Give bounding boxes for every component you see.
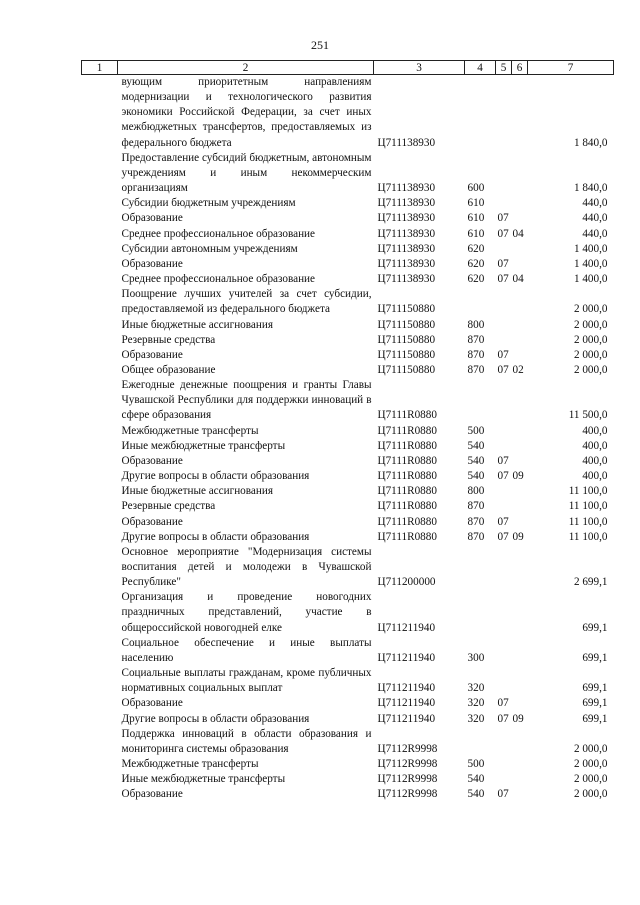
expense-type-code: 870	[467, 500, 485, 513]
subsection-code	[512, 757, 528, 772]
subsection-code	[512, 787, 528, 802]
item-name: Субсидии бюджетным учреждениям	[121, 197, 296, 210]
subsection-code	[512, 242, 528, 257]
row-number-cell	[82, 75, 118, 151]
section-code: 07	[497, 712, 509, 725]
amount: 2 000,0	[573, 318, 608, 331]
item-name: Межбюджетные трансферты	[121, 758, 259, 771]
subsection-code	[512, 318, 528, 333]
row-number-cell	[82, 363, 118, 378]
section-code	[496, 499, 512, 514]
row-number-cell	[82, 211, 118, 226]
column-header-1: 1	[82, 61, 118, 75]
amount: 400,0	[582, 439, 608, 452]
column-header-7: 7	[528, 61, 614, 75]
subsection-code	[512, 151, 528, 196]
row-number-cell	[82, 333, 118, 348]
target-code: Ц711138930	[377, 242, 436, 255]
subsection-code	[512, 545, 528, 590]
expense-type-code: 620	[467, 242, 485, 255]
target-code: Ц711138930	[377, 212, 436, 225]
section-code	[496, 333, 512, 348]
section-code: 07	[497, 227, 509, 240]
target-code: Ц711138930	[377, 273, 436, 286]
row-number-cell	[82, 348, 118, 363]
column-header-5: 5	[496, 61, 512, 75]
row-number-cell	[82, 287, 118, 317]
table-row	[82, 348, 614, 363]
table-row	[82, 712, 614, 727]
column-header-2: 2	[118, 61, 374, 75]
expense-type-code: 320	[467, 697, 485, 710]
section-code: 07	[497, 530, 509, 543]
subsection-code	[512, 75, 528, 151]
section-code: 07	[497, 697, 509, 710]
table-row	[82, 257, 614, 272]
subsection-code: 04	[512, 273, 524, 286]
target-code: Ц7111R0880	[377, 500, 437, 513]
row-number-cell	[82, 772, 118, 787]
target-code: Ц711138930	[377, 136, 436, 149]
target-code: Ц711211940	[377, 712, 436, 725]
target-code: Ц7112R9998	[377, 758, 438, 771]
item-name: Иные межбюджетные трансферты	[121, 439, 286, 452]
table-row	[82, 439, 614, 454]
table-row	[82, 590, 614, 635]
expense-type-code: 320	[467, 712, 485, 725]
table-row	[82, 227, 614, 242]
subsection-code	[512, 257, 528, 272]
budget-table	[81, 60, 614, 803]
amount: 400,0	[582, 424, 608, 437]
section-code	[496, 757, 512, 772]
header-row	[82, 61, 614, 75]
row-number-cell	[82, 787, 118, 802]
subsection-code	[512, 424, 528, 439]
row-number-cell	[82, 454, 118, 469]
amount: 1 400,0	[573, 257, 608, 270]
expense-type-code: 620	[467, 257, 485, 270]
section-code: 07	[497, 212, 509, 225]
item-name: Другие вопросы в области образования	[121, 470, 310, 483]
target-code: Ц7111R0880	[377, 439, 437, 452]
subsection-code	[512, 287, 528, 317]
amount: 1 400,0	[573, 273, 608, 286]
item-name: Социальные выплаты гражданам, кроме публичных нормативных социальных выплат	[121, 667, 372, 695]
item-name: Межбюджетные трансферты	[121, 424, 259, 437]
expense-type-code: 300	[467, 651, 485, 664]
section-code: 07	[497, 257, 509, 270]
item-name: Иные бюджетные ассигнования	[121, 485, 273, 498]
section-code: 07	[497, 454, 509, 467]
amount: 400,0	[582, 454, 608, 467]
expense-type-code	[465, 75, 496, 151]
subsection-code: 09	[512, 530, 524, 543]
table-body	[82, 75, 614, 803]
table-row	[82, 727, 614, 757]
target-code: Ц711150880	[377, 363, 436, 376]
subsection-code: 09	[512, 470, 524, 483]
target-code: Ц7111R0880	[377, 470, 437, 483]
section-code: 07	[497, 515, 509, 528]
expense-type-code: 500	[467, 424, 485, 437]
item-name: Другие вопросы в области образования	[121, 530, 310, 543]
table-row	[82, 242, 614, 257]
target-code: Ц7111R0880	[377, 454, 437, 467]
table-header	[82, 61, 614, 75]
amount: 2 000,0	[573, 758, 608, 771]
section-code	[496, 590, 512, 635]
subsection-code	[512, 515, 528, 530]
target-code: Ц711211940	[377, 651, 436, 664]
item-name: Среднее профессиональное образование	[121, 273, 316, 286]
expense-type-code: 610	[467, 212, 485, 225]
section-code: 07	[497, 363, 509, 376]
row-number-cell	[82, 727, 118, 757]
row-number-cell	[82, 424, 118, 439]
amount: 2 000,0	[573, 363, 608, 376]
expense-type-code: 600	[467, 182, 485, 195]
column-header-3: 3	[374, 61, 465, 75]
item-name: Образование	[121, 257, 183, 270]
table-row	[82, 272, 614, 287]
amount: 1 840,0	[573, 136, 608, 149]
table-row	[82, 287, 614, 317]
section-code	[496, 75, 512, 151]
table-row	[82, 211, 614, 226]
target-code: Ц711138930	[377, 227, 436, 240]
target-code: Ц711150880	[377, 348, 436, 361]
amount: 440,0	[582, 197, 608, 210]
table-row	[82, 363, 614, 378]
amount: 11 100,0	[568, 530, 608, 543]
expense-type-code: 620	[467, 273, 485, 286]
table-row	[82, 530, 614, 545]
subsection-code: 04	[512, 227, 524, 240]
table-row	[82, 378, 614, 423]
row-number-cell	[82, 469, 118, 484]
item-name: Социальное обеспечение и иные выплаты населению	[121, 636, 372, 664]
amount: 11 100,0	[568, 485, 608, 498]
target-code: Ц711150880	[377, 333, 436, 346]
item-name: Поддержка инноваций в области образования и мониторинга системы образования	[121, 727, 372, 755]
amount: 440,0	[582, 212, 608, 225]
item-name: Образование	[121, 212, 183, 225]
section-code	[496, 772, 512, 787]
subsection-code	[512, 590, 528, 635]
amount: 11 500,0	[568, 409, 608, 422]
subsection-code	[512, 333, 528, 348]
row-number-cell	[82, 318, 118, 333]
row-number-cell	[82, 696, 118, 711]
section-code	[496, 636, 512, 666]
amount: 2 000,0	[573, 348, 608, 361]
page-number: 251	[311, 38, 329, 52]
target-code: Ц711138930	[377, 182, 436, 195]
expense-type-code: 870	[467, 348, 485, 361]
amount: 2 000,0	[573, 303, 608, 316]
item-name: Другие вопросы в области образования	[121, 712, 310, 725]
column-header-4: 4	[465, 61, 496, 75]
expense-type-code: 540	[467, 454, 485, 467]
expense-type-code: 870	[467, 363, 485, 376]
expense-type-code: 870	[467, 530, 485, 543]
expense-type-code: 320	[467, 682, 485, 695]
expense-type-code	[465, 378, 496, 423]
subsection-code	[512, 211, 528, 226]
expense-type-code: 610	[467, 197, 485, 210]
section-code	[496, 545, 512, 590]
row-number-cell	[82, 151, 118, 196]
expense-type-code: 540	[467, 788, 485, 801]
item-name: Иные бюджетные ассигнования	[121, 318, 273, 331]
row-number-cell	[82, 515, 118, 530]
row-number-cell	[82, 378, 118, 423]
expense-type-code	[465, 287, 496, 317]
table-row	[82, 424, 614, 439]
item-name: Резервные средства	[121, 333, 216, 346]
table-row	[82, 75, 614, 151]
section-code	[496, 666, 512, 696]
amount: 440,0	[582, 227, 608, 240]
item-name: Ежегодные денежные поощрения и гранты Главы Чувашской Республики для поддержки инноваций в сфере образования	[121, 379, 372, 422]
section-code: 07	[497, 348, 509, 361]
item-name: Образование	[121, 515, 183, 528]
item-name: Резервные средства	[121, 500, 216, 513]
amount: 2 000,0	[573, 742, 608, 755]
section-code	[496, 424, 512, 439]
target-code: Ц7111R0880	[377, 515, 437, 528]
target-code: Ц711150880	[377, 303, 436, 316]
target-code: Ц7111R0880	[377, 530, 437, 543]
target-code: Ц711150880	[377, 318, 436, 331]
amount: 11 100,0	[568, 500, 608, 513]
row-number-cell	[82, 636, 118, 666]
subsection-code	[512, 484, 528, 499]
table-row	[82, 151, 614, 196]
expense-type-code: 540	[467, 470, 485, 483]
expense-type-code: 500	[467, 758, 485, 771]
item-name: Среднее профессиональное образование	[121, 227, 316, 240]
table-row	[82, 696, 614, 711]
row-number-cell	[82, 227, 118, 242]
row-number-cell	[82, 499, 118, 514]
section-code	[496, 242, 512, 257]
section-code	[496, 439, 512, 454]
subsection-code: 02	[512, 363, 524, 376]
target-code: Ц711200000	[377, 576, 436, 589]
expense-type-code: 540	[467, 773, 485, 786]
target-code: Ц7112R9998	[377, 773, 438, 786]
expense-type-code: 800	[467, 318, 485, 331]
amount: 2 000,0	[573, 333, 608, 346]
table-row	[82, 772, 614, 787]
item-name: Предоставление субсидий бюджетным, автономным учреждениям и иным некоммерческим организациям	[121, 151, 372, 195]
table-row	[82, 515, 614, 530]
section-code: 07	[497, 788, 509, 801]
row-number-cell	[82, 439, 118, 454]
target-code: Ц711138930	[377, 257, 436, 270]
item-name: Основное мероприятие "Модернизация системы воспитания детей и молодежи в Чувашской Республике"	[121, 545, 372, 589]
target-code: Ц7111R0880	[377, 424, 437, 437]
row-number-cell	[82, 530, 118, 545]
table-row	[82, 196, 614, 211]
target-code: Ц7111R0880	[377, 485, 437, 498]
item-name: Организация и проведение новогодних праздничных представлений, участие в общероссийской новогодней елке	[121, 591, 372, 634]
row-number-cell	[82, 757, 118, 772]
amount: 699,1	[582, 651, 608, 664]
target-code: Ц711138930	[377, 197, 436, 210]
expense-type-code: 870	[467, 333, 485, 346]
section-code	[496, 727, 512, 757]
row-number-cell	[82, 484, 118, 499]
item-name: Общее образование	[121, 363, 216, 376]
target-code: Ц711211940	[377, 621, 436, 634]
amount: 1 400,0	[573, 242, 608, 255]
table-row	[82, 787, 614, 802]
item-name: Образование	[121, 348, 183, 361]
amount: 400,0	[582, 470, 608, 483]
amount: 1 840,0	[573, 182, 608, 195]
expense-type-code	[465, 727, 496, 757]
row-number-cell	[82, 272, 118, 287]
table-row	[82, 499, 614, 514]
table-row	[82, 318, 614, 333]
subsection-code	[512, 696, 528, 711]
amount: 2 000,0	[573, 773, 608, 786]
expense-type-code: 800	[467, 485, 485, 498]
row-number-cell	[82, 545, 118, 590]
amount: 2 000,0	[573, 788, 608, 801]
row-number-cell	[82, 666, 118, 696]
target-code: Ц711211940	[377, 697, 436, 710]
subsection-code	[512, 666, 528, 696]
row-number-cell	[82, 196, 118, 211]
item-name: Поощрение лучших учителей за счет субсидии, предоставляемой из федерального бюджета	[121, 288, 372, 316]
row-number-cell	[82, 257, 118, 272]
item-name: Иные межбюджетные трансферты	[121, 773, 286, 786]
amount: 699,1	[582, 682, 608, 695]
item-name: вующим приоритетным направлениям модернизации и технологического развития экономики Российской Федерации, за счет иных межбюджетных трансфертов, предоставляемых из федерального бюджета	[121, 76, 372, 149]
target-code: Ц7111R0880	[377, 409, 437, 422]
item-name: Субсидии автономным учреждениям	[121, 242, 298, 255]
table-row	[82, 469, 614, 484]
row-number-cell	[82, 712, 118, 727]
section-code	[496, 287, 512, 317]
subsection-code	[512, 499, 528, 514]
subsection-code	[512, 196, 528, 211]
target-code: Ц7112R9998	[377, 788, 438, 801]
amount: 699,1	[582, 712, 608, 725]
table-row	[82, 484, 614, 499]
table-row	[82, 333, 614, 348]
row-number-cell	[82, 242, 118, 257]
expense-type-code: 870	[467, 515, 485, 528]
row-number-cell	[82, 590, 118, 635]
subsection-code	[512, 727, 528, 757]
target-code: Ц711211940	[377, 682, 436, 695]
section-code	[496, 318, 512, 333]
subsection-code	[512, 348, 528, 363]
section-code	[496, 151, 512, 196]
expense-type-code: 540	[467, 439, 485, 452]
section-code	[496, 196, 512, 211]
column-header-6: 6	[512, 61, 528, 75]
table-row	[82, 454, 614, 469]
section-code	[496, 484, 512, 499]
amount: 11 100,0	[568, 515, 608, 528]
subsection-code: 09	[512, 712, 524, 725]
expense-type-code: 610	[467, 227, 485, 240]
subsection-code	[512, 772, 528, 787]
item-name: Образование	[121, 697, 183, 710]
subsection-code	[512, 439, 528, 454]
table-row	[82, 636, 614, 666]
table-row	[82, 666, 614, 696]
section-code	[496, 378, 512, 423]
table-row	[82, 757, 614, 772]
expense-type-code	[465, 545, 496, 590]
subsection-code	[512, 454, 528, 469]
item-name: Образование	[121, 788, 183, 801]
section-code: 07	[497, 273, 509, 286]
section-code: 07	[497, 470, 509, 483]
amount: 2 699,1	[573, 576, 608, 589]
target-code: Ц7112R9998	[377, 742, 438, 755]
amount: 699,1	[582, 621, 608, 634]
expense-type-code	[465, 590, 496, 635]
table-row	[82, 545, 614, 590]
subsection-code	[512, 636, 528, 666]
subsection-code	[512, 378, 528, 423]
amount: 699,1	[582, 697, 608, 710]
item-name: Образование	[121, 454, 183, 467]
